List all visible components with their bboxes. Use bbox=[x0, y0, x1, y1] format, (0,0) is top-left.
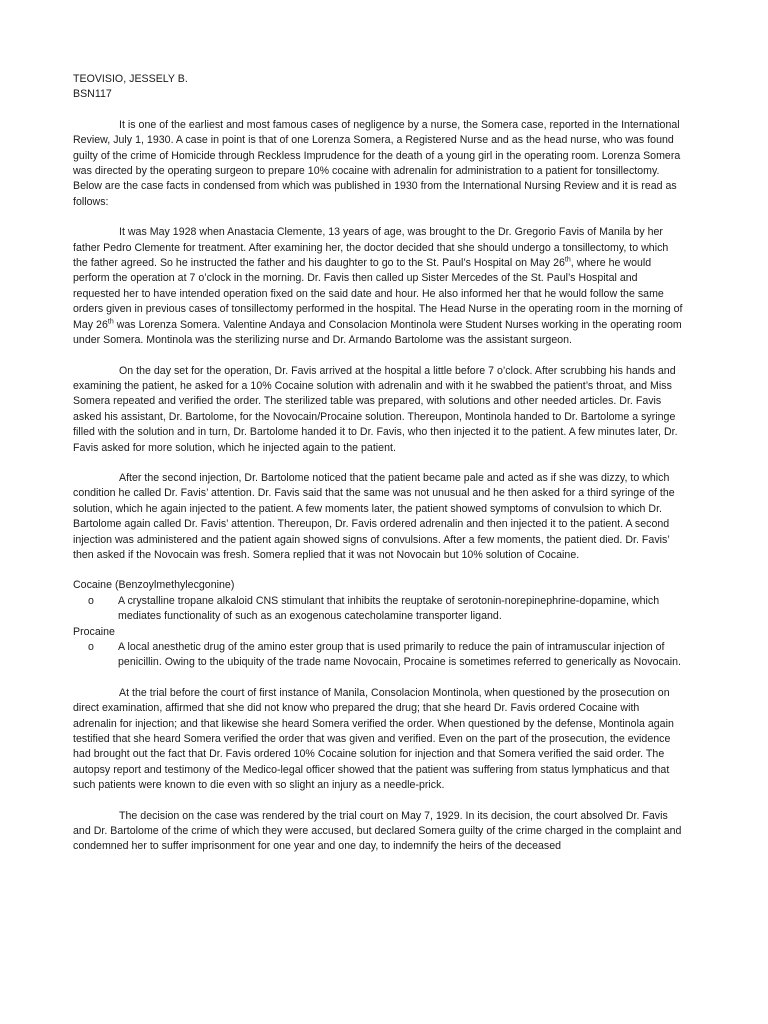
paragraph-text: was Lorenza Somera. Valentine Andaya and Consolacion Montinola were Student Nurses working in the operating room under Somera. Montinola was the sterilizing nurse and Dr. Armando Bartolome was the assistant surgeon. bbox=[73, 318, 682, 347]
definition-item-procaine bbox=[73, 640, 684, 671]
paragraph-intro: It is one of the earliest and most famous cases of negligence by a nurse, the Somera case, reported in the International Review, July 1, 1930. A case in point is that of one Lorenza Somera, a Registered Nurse and as the head nurse, who was found guilty of the crime of Homicide through Reckless Imprudence for the death of a young girl in the operating room. Lorenza Somera was directed by the operating surgeon to prepare 10% cocaine with adrenalin for administration to a patient for tonsillectomy. Below are the case facts in condensed from which was published in 1930 from the International Nursing Review and it is read as follows: bbox=[73, 118, 681, 208]
paragraph-operation-day: On the day set for the operation, Dr. Favis arrived at the hospital a little before 7 o’clock. After scrubbing his hands and examining the patient, he asked for a 10% Cocaine solution with adrenalin and with it he swabbed the patient’s throat, and Miss Somera repeated and verified the order. The sterilized table was prepared, with solutions and other needed articles. Dr. Favis asked his assistant, Dr. Bartolome, for the Novocain/Procaine solution. Thereupon, Montinola handed to Dr. Bartolome a syringe filled with the solution and in turn, Dr. Bartolome handed it to Dr. Favis, who then injected it to the patient. A few minutes later, Dr. Favis asked for more solution, which he injected again to the patient. bbox=[73, 364, 678, 454]
paragraph-case-background bbox=[73, 225, 684, 348]
definition-term-cocaine: Cocaine (Benzoylmethylecgonine) bbox=[73, 579, 235, 592]
paragraph-text: It was May 1928 when Anastacia Clemente, 13 years of age, was brought to the Dr. Gregorio Favis of Manila by her father Pedro Clemente for treatment. After examining her, the doctor decided that she should undergo a tonsillectomy, to which the father agreed. So he instructed the father and his daughter to go to the St. Paul’s Hospital on May 26 bbox=[73, 226, 669, 270]
ordinal-suffix: th bbox=[564, 256, 571, 264]
definition-text: A crystalline tropane alkaloid CNS stimulant that inhibits the reuptake of serotonin-norepinephrine-dopamine, which mediates functionality of such as an exogenous catecholamine transporter ligand. bbox=[118, 594, 660, 623]
paragraph-trial: At the trial before the court of first instance of Manila, Consolacion Montinola, when questioned by the prosecution on direct examination, affirmed that she did not know who prepared the drug; that she heard Dr. Favis ordered Cocaine with adrenalin for injection; and that likewise she heard Somera verified the order. When questioned by the defense, Montinola again testified that she heard Somera verified the order that was given and verified. Even on the part of the prosecution, the evidence had brought out the fact that Dr. Favis ordered 10% Cocaine solution for injection and that Somera verified the said order. The autopsy report and testimony of the Medico-legal officer showed that the patient was suffering from status lymphaticus and that such patients were known to die even with so slight an injury as a needle-prick. bbox=[73, 686, 674, 792]
author-name: TEOVISIO, JESSELY B. bbox=[73, 73, 188, 85]
paragraph-text: , where he would perform the operation at 7 o’clock in the morning. Dr. Favis then called up Sister Mercedes of the St. Paul’s Hospital and requested her to have intended operation fixed on the said date and hour. He also informed her that he would follow the same orders given in previous cases of tonsillectomy performed in the hospital. The Head Nurse in the operating room in the morning of May 26 bbox=[73, 257, 683, 331]
paragraph-decision: The decision on the case was rendered by the trial court on May 7, 1929. In its decision, the court absolved Dr. Favis and Dr. Bartolome of the crime of which they were accused, but declared Somera guilty of the crime charged in the complaint and condemned her to suffer imprisonment for one year and one day, to indemnify the heirs of the deceased bbox=[73, 809, 682, 853]
bullet-marker: o bbox=[88, 641, 94, 653]
paragraph-second-injection: After the second injection, Dr. Bartolome noticed that the patient became pale and acted as if she was dizzy, to which condition he called Dr. Favis’ attention. Dr. Favis said that the same was not unusual and he then asked for a third syringe of the solution, which he again injected to the patient. A few moments later, the patient showed symptoms of convulsion to which Dr. Bartolome again called Dr. Favis’ attention. Thereupon, Dr. Favis ordered adrenalin and then injected it to the patient. A second injection was administered and the patient again showed signs of convulsions. After a few moments, the patient died. Dr. Favis’ then asked if the Novocain was fresh. Somera replied that it was not Novocain but 10% solution of Cocaine. bbox=[73, 471, 675, 561]
definition-item-cocaine bbox=[73, 594, 684, 625]
course-code: BSN117 bbox=[73, 88, 112, 101]
definition-text: A local anesthetic drug of the amino ester group that is used primarily to reduce the pain of intramuscular injection of penicillin. Owing to the ubiquity of the trade name Novocain, Procaine is sometimes referred to generically as Novocain. bbox=[118, 641, 681, 669]
bullet-marker: o bbox=[88, 594, 94, 607]
ordinal-suffix: th bbox=[107, 318, 114, 326]
definition-term-procaine: Procaine bbox=[73, 625, 115, 638]
